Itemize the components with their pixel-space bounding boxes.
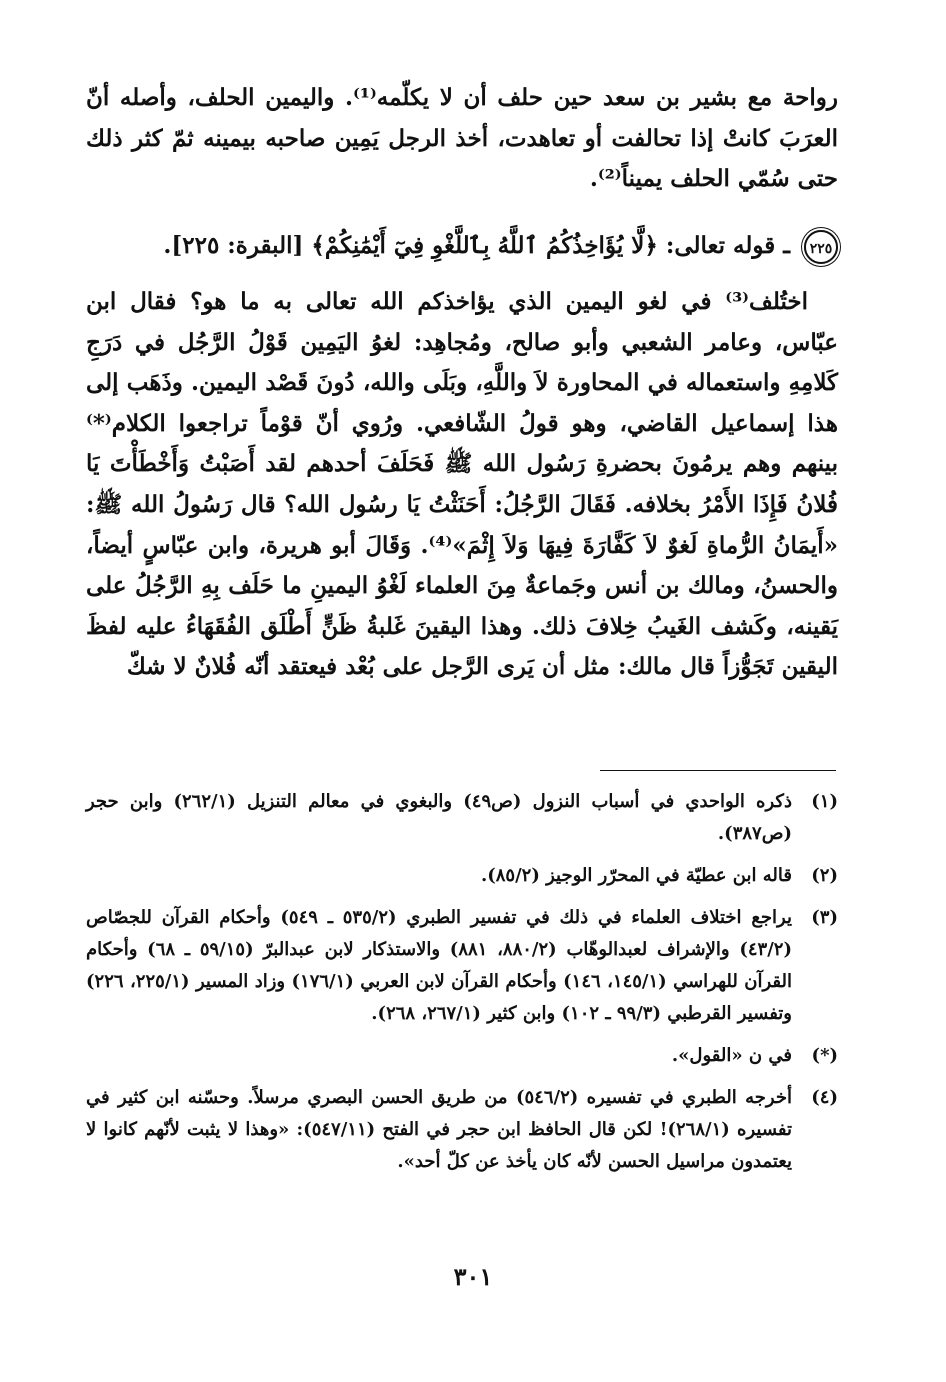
footnote-1 bbox=[86, 786, 838, 850]
footnote-star bbox=[86, 1040, 838, 1072]
footnote-3 bbox=[86, 902, 838, 1030]
footnote-number: (١) bbox=[811, 791, 838, 812]
page-number: ٣٠١ bbox=[453, 1262, 493, 1291]
footnote-divider bbox=[600, 770, 836, 771]
footnote-number: (*) bbox=[811, 1045, 838, 1066]
footnote-text: ذكره الواحدي في أسباب النزول (ص٤٩) والبغوي في معالم التنزيل (٢٦٢/١) وابن حجر (ص٣٨٧). bbox=[86, 791, 792, 844]
footnote-4 bbox=[86, 1082, 838, 1178]
verse-text: ـ قوله تعالى: ﴿لَّا يُؤَاخِذُكُمُ ٱللَّهُ بِٱللَّغْوِ فِيٓ أَيْمَٰنِكُمْ﴾ [البقرة: ٢٢٥]. bbox=[163, 232, 790, 259]
footnote-text: أخرجه الطبري في تفسيره (٥٤٦/٢) من طريق الحسن البصري مرسلاً. وحسّنه ابن كثير في تفسيره (٢٦٨/١)! لكن قال الحافظ ابن حجر في الفتح (٥٤٧/١١): «وهذا لا يثبت لأنّهم كانوا لا يعتمدون مراسيل الحسن لأنّه كان يأخذ عن كلّ أحد». bbox=[86, 1087, 793, 1172]
footnote-number: (٣) bbox=[811, 907, 838, 928]
footnote-number: (٤) bbox=[811, 1087, 838, 1108]
footnotes-section bbox=[86, 786, 838, 1188]
verse-number-badge: ٢٢٥ bbox=[804, 230, 838, 264]
footnote-2 bbox=[86, 860, 838, 892]
body-paragraph-1: رواحة مع بشير بن سعد حين حلف أن لا يكلّمه⁽¹⁾. واليمين الحلف، وأصله أنّ العرَبَ كانتْ إذا تحالفت أو تعاهدت، أخذ الرجل يَمِين صاحبه بيمينه ثمّ كثر ذلك حتى سُمّي الحلف يميناً⁽²⁾. bbox=[86, 84, 838, 193]
footnote-text: قاله ابن عطيّة في المحرّر الوجيز (٨٥/٢). bbox=[480, 865, 792, 886]
footnote-text: يراجع اختلاف العلماء في ذلك في تفسير الطبري (٥٣٥/٢ ـ ٥٤٩) وأحكام القرآن للجصّاص (٤٣/٢) والإشراف لعبدالوهّاب (٨٨٠/٢، ٨٨١) والاستذكار لابن عبدالبرّ (٥٩/١٥ ـ ٦٨) وأحكام القرآن للهراسي (١٤٥/١، ١٤٦) وأحكام القرآن لابن العربي (١٧٦/١) وزاد المسير (٢٢٥/١، ٢٢٦) وتفسير القرطبي (٩٩/٣ ـ ١٠٢) وابن كثير (٢٦٧/١، ٢٦٨). bbox=[86, 907, 793, 1024]
footnote-number: (٢) bbox=[811, 865, 838, 886]
verse-heading bbox=[86, 226, 838, 266]
body-paragraph-2: اختُلف⁽³⁾ في لغو اليمين الذي يؤاخذكم الله تعالى به ما هو؟ فقال ابن عبّاس، وعامر الشعبي وأبو صالح، ومُجاهِد: لغوُ اليَمِين قَوْلُ الرَّجُل في دَرَجِ كَلامِهِ واستعماله في المحاورة لاَ واللَّهِ، وبَلَى والله، دُونَ قَصْد اليمين. وذَهَب إلى هذا إسماعيل القاضي، وهو قولُ الشّافعي. ورُوي أنّ قوْماً تراجعوا الكلام⁽*⁾ بينهم وهم يرمُونَ بحضرةِ رَسُول الله ﷺ فَحَلَفَ أحدهم لقد أَصَبْتُ وَأَخْطَأْتَ يَا فُلانُ فَإِذَا الأَمْرُ بخلافه. فَقَالَ الرَّجُلُ: أَحَنَثْتُ يَا رسُول الله؟ قال رَسُولُ الله ﷺ: «أَيمَانُ الرُّماةِ لَغوٌ لاَ كَفَّارَةَ فِيهَا وَلاَ إِثْمَ»⁽⁴⁾. وَقَالَ أبو هريرة، وابن عبّاسٍ أيضاً، والحسنُ، ومالك بن أنس وجَماعةٌ مِنَ العلماء لَغْوُ اليمينِ ما حَلَف بِهِ الرَّجُلُ على يَقينه، وكَشف الغَيبُ خِلافَ ذلك. وهذا اليقينَ غَلبةُ ظَنٍّ أَطْلَق الفُقَهَاءُ عليه لفظَ اليقين تَجَوُّزاً قال مالك: مثل أن يَرى الرَّجل على بُعْد فيعتقد أنّه فُلانٌ لا شكّ bbox=[86, 288, 838, 681]
footnote-text: في ن «القول». bbox=[671, 1045, 792, 1066]
